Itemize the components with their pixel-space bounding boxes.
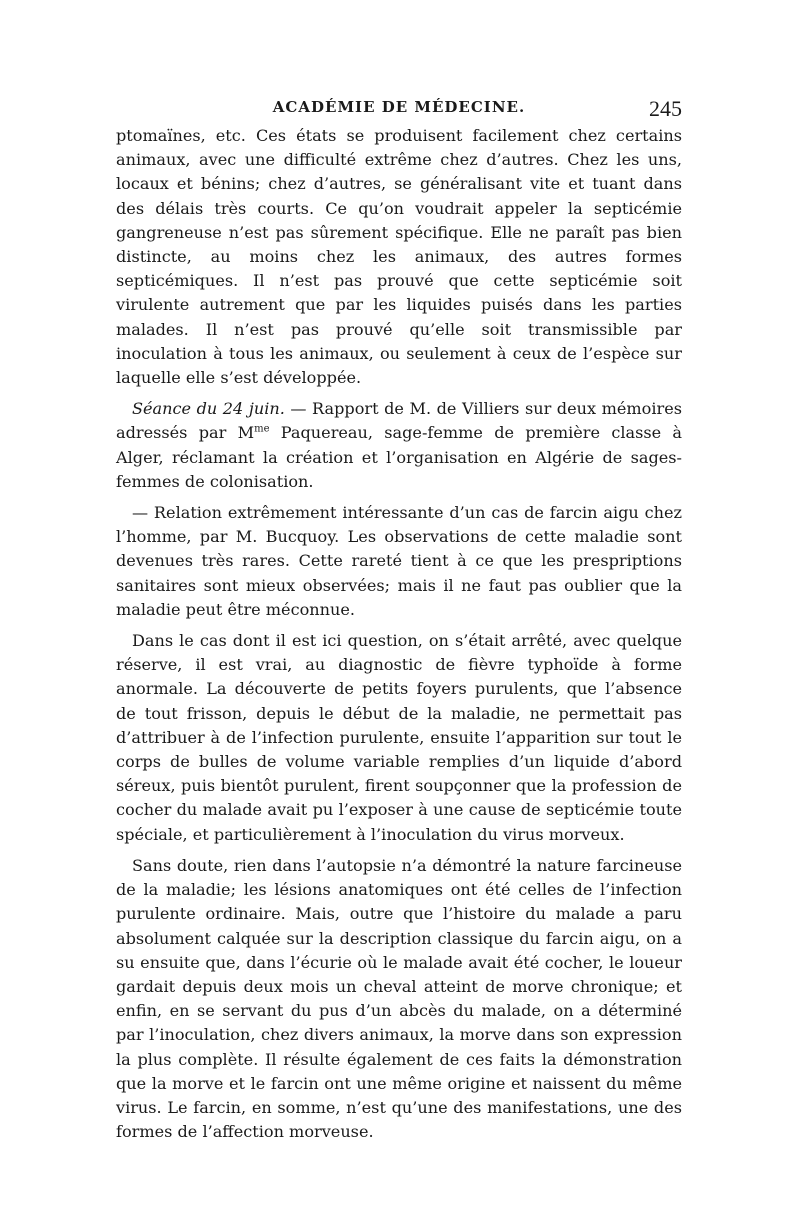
- session-text-part-2: Paquereau, sage-femme de première classe à Alger, réclamant la création et l’organisation en Algérie de sages-femmes de colonisation.: [116, 423, 683, 491]
- session-date-label: Séance du 24 juin.: [132, 399, 285, 419]
- running-head: [116, 96, 682, 120]
- paragraph-farcin-relation: — Relation extrêmement intéressante d’un cas de farcin aigu chez l’homme, par M. Bucquoy. Les observations de cette maladie sont devenues très rares. Cette rareté tient à ce que les prespriptions sanitaires sont mieux observées; mais il ne faut pas oublier que la maladie peut être méconnue.: [116, 503, 682, 619]
- madame-superscript: me: [254, 424, 270, 436]
- page-number: 245: [649, 96, 682, 121]
- running-title: ACADÉMIE DE MÉDECINE.: [272, 98, 526, 116]
- body-text: [116, 124, 682, 1151]
- paragraph-case-description: Dans le cas dont il est ici question, on s’était arrêté, avec quelque réserve, il est vrai, au diagnostic de fièvre typhoïde à forme anormale. La découverte de petits foyers purulents, que l’absence de tout frisson, depuis le début de la maladie, ne permettait pas d’attribuer à de l’infection purulente, ensuite l’apparition sur tout le corps de bulles de volume variable remplies d’un liquide d’abord séreux, puis bientôt purulent, firent soupçonner que la profession de cocher du malade avait pu l’exposer à une cause de septicémie toute spéciale, et particulièrement à l’inoculation du virus morveux.: [116, 631, 682, 844]
- session-text-part-1: — Rapport de M. de Villiers sur deux mémoires adressés par M: [116, 399, 682, 443]
- paragraph-autopsy-conclusion: Sans doute, rien dans l’autopsie n’a démontré la nature farcineuse de la maladie; les lésions anatomiques ont été celles de l’infection purulente ordinaire. Mais, outre que l’histoire du malade a paru absolument calquée sur la description classique du farcin aigu, on a su ensuite que, dans l’écurie où le malade avait été cocher, le loueur gardait depuis deux mois un cheval atteint de morve chronique; et enfin, en se servant du pus d’un abcès du malade, on a déterminé par l’inoculation, chez divers animaux, la morve dans son expression la plus complète. Il résulte également de ces faits la démonstration que la morve et le farcin ont une même origine et naissent du même virus. Le farcin, en somme, n’est qu’une des manifestations, une des formes de l’affection morveuse.: [116, 855, 682, 1142]
- paragraph-seance-24-juin: [116, 397, 682, 494]
- paragraph-septicemia-continued: ptomaïnes, etc. Ces états se produisent facilement chez certains animaux, avec une difficulté extrême chez d’autres. Chez les uns, locaux et bénins; chez d’autres, se généralisant vite et tuant dans des délais très courts. Ce qu’on voudrait appeler la septicémie gangreneuse n’est pas sûrement spécifique. Elle ne paraît pas bien distincte, au moins chez les animaux, des autres formes septicémiques. Il n’est pas prouvé que cette septicémie soit virulente autrement que par les liquides puisés dans les parties malades. Il n’est pas prouvé qu’elle soit transmissible par inoculation à tous les animaux, ou seulement à ceux de l’espèce sur laquelle elle s’est développée.: [116, 126, 682, 388]
